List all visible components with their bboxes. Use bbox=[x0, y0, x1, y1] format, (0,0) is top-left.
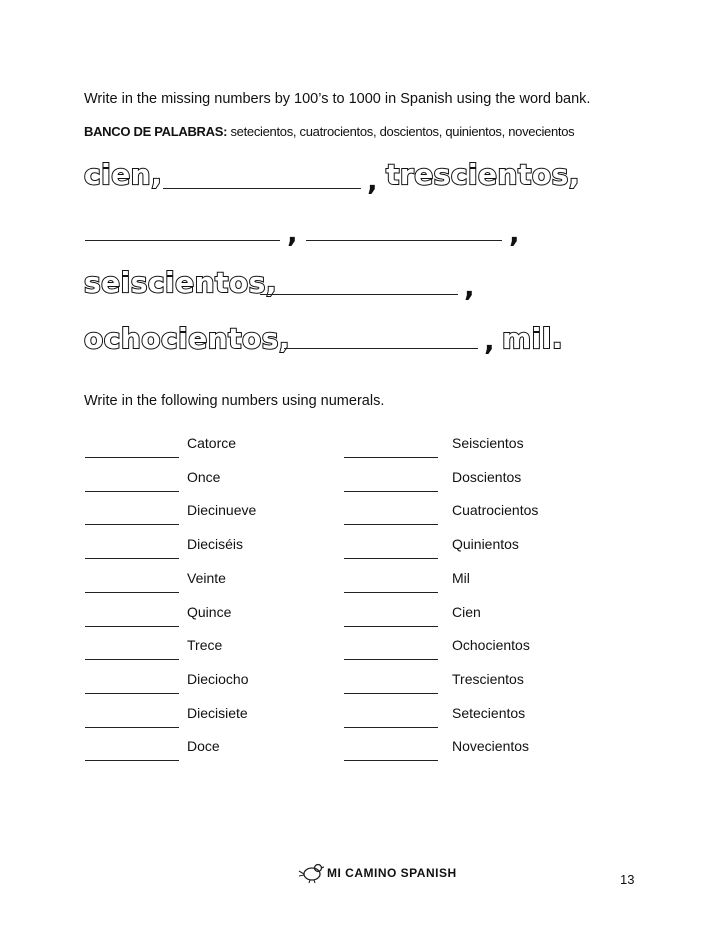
number-word: Ochocientos bbox=[452, 637, 530, 654]
answer-blank[interactable] bbox=[344, 727, 438, 728]
answer-blank[interactable] bbox=[85, 592, 179, 593]
answer-blank[interactable] bbox=[344, 592, 438, 593]
number-word: Seiscientos bbox=[452, 435, 524, 451]
comma: , bbox=[509, 216, 520, 249]
answer-blank[interactable] bbox=[85, 727, 179, 728]
comma: , bbox=[464, 270, 475, 303]
number-word: Once bbox=[187, 468, 221, 485]
answer-blank[interactable] bbox=[344, 491, 438, 492]
blank-line-1[interactable] bbox=[163, 188, 361, 189]
answer-blank[interactable] bbox=[85, 626, 179, 627]
answer-blank[interactable] bbox=[85, 760, 179, 761]
blank-line-5[interactable] bbox=[284, 348, 478, 349]
answer-blank[interactable] bbox=[85, 491, 179, 492]
word-ochocientos: ochocientos, bbox=[84, 322, 291, 355]
bird-icon bbox=[298, 862, 324, 884]
word-bank-words: setecientos, cuatrocientos, doscientos, quinientos, novecientos bbox=[230, 124, 575, 139]
word-trescientos: trescientos, bbox=[386, 158, 580, 191]
number-word: Dieciocho bbox=[187, 670, 249, 687]
answer-blank[interactable] bbox=[344, 457, 438, 458]
number-word: Trescientos bbox=[452, 670, 524, 687]
number-word: Catorce bbox=[187, 435, 237, 451]
word-bank bbox=[84, 124, 574, 139]
number-word: Setecientos bbox=[452, 704, 526, 721]
blank-line-4[interactable] bbox=[260, 294, 458, 295]
number-word: Mil bbox=[452, 569, 470, 586]
answer-blank[interactable] bbox=[344, 659, 438, 660]
answer-blank[interactable] bbox=[85, 693, 179, 694]
answer-blank[interactable] bbox=[344, 524, 438, 525]
logo-text: MI CAMINO SPANISH bbox=[327, 866, 457, 880]
comma: , bbox=[367, 164, 378, 197]
blank-line-2[interactable] bbox=[85, 240, 280, 241]
number-word: Trece bbox=[187, 637, 223, 654]
answer-blank[interactable] bbox=[344, 626, 438, 627]
number-word: Diecisiete bbox=[187, 704, 248, 721]
section1-instruction: Write in the missing numbers by 100’s to 1000 in Spanish using the word bank. bbox=[84, 91, 591, 107]
comma: , bbox=[287, 216, 298, 249]
word-bank-label: BANCO DE PALABRAS: bbox=[84, 124, 228, 139]
answer-blank[interactable] bbox=[344, 693, 438, 694]
number-word: Quince bbox=[187, 603, 232, 620]
number-word: Diecinueve bbox=[187, 502, 257, 519]
answer-blank[interactable] bbox=[344, 760, 438, 761]
page-number: 13 bbox=[620, 872, 635, 887]
number-word: Quinientos bbox=[452, 536, 519, 553]
number-word: Cien bbox=[452, 603, 481, 620]
number-word: Doce bbox=[187, 738, 220, 755]
blank-line-3[interactable] bbox=[306, 240, 502, 241]
number-word: Dieciséis bbox=[187, 536, 244, 553]
word-cien: cien, bbox=[84, 158, 163, 191]
number-word: Novecientos bbox=[452, 738, 530, 755]
answer-blank[interactable] bbox=[344, 558, 438, 559]
comma: , bbox=[484, 324, 495, 357]
number-word: Cuatrocientos bbox=[452, 502, 539, 519]
answer-blank[interactable] bbox=[85, 659, 179, 660]
word-seiscientos: seiscientos, bbox=[84, 266, 277, 299]
number-word: Veinte bbox=[187, 569, 226, 586]
logo bbox=[298, 862, 457, 884]
number-word: Doscientos bbox=[452, 468, 522, 485]
section2-instruction: Write in the following numbers using numerals. bbox=[84, 393, 385, 409]
word-mil: mil. bbox=[502, 322, 564, 355]
answer-blank[interactable] bbox=[85, 457, 179, 458]
answer-blank[interactable] bbox=[85, 524, 179, 525]
answer-blank[interactable] bbox=[85, 558, 179, 559]
